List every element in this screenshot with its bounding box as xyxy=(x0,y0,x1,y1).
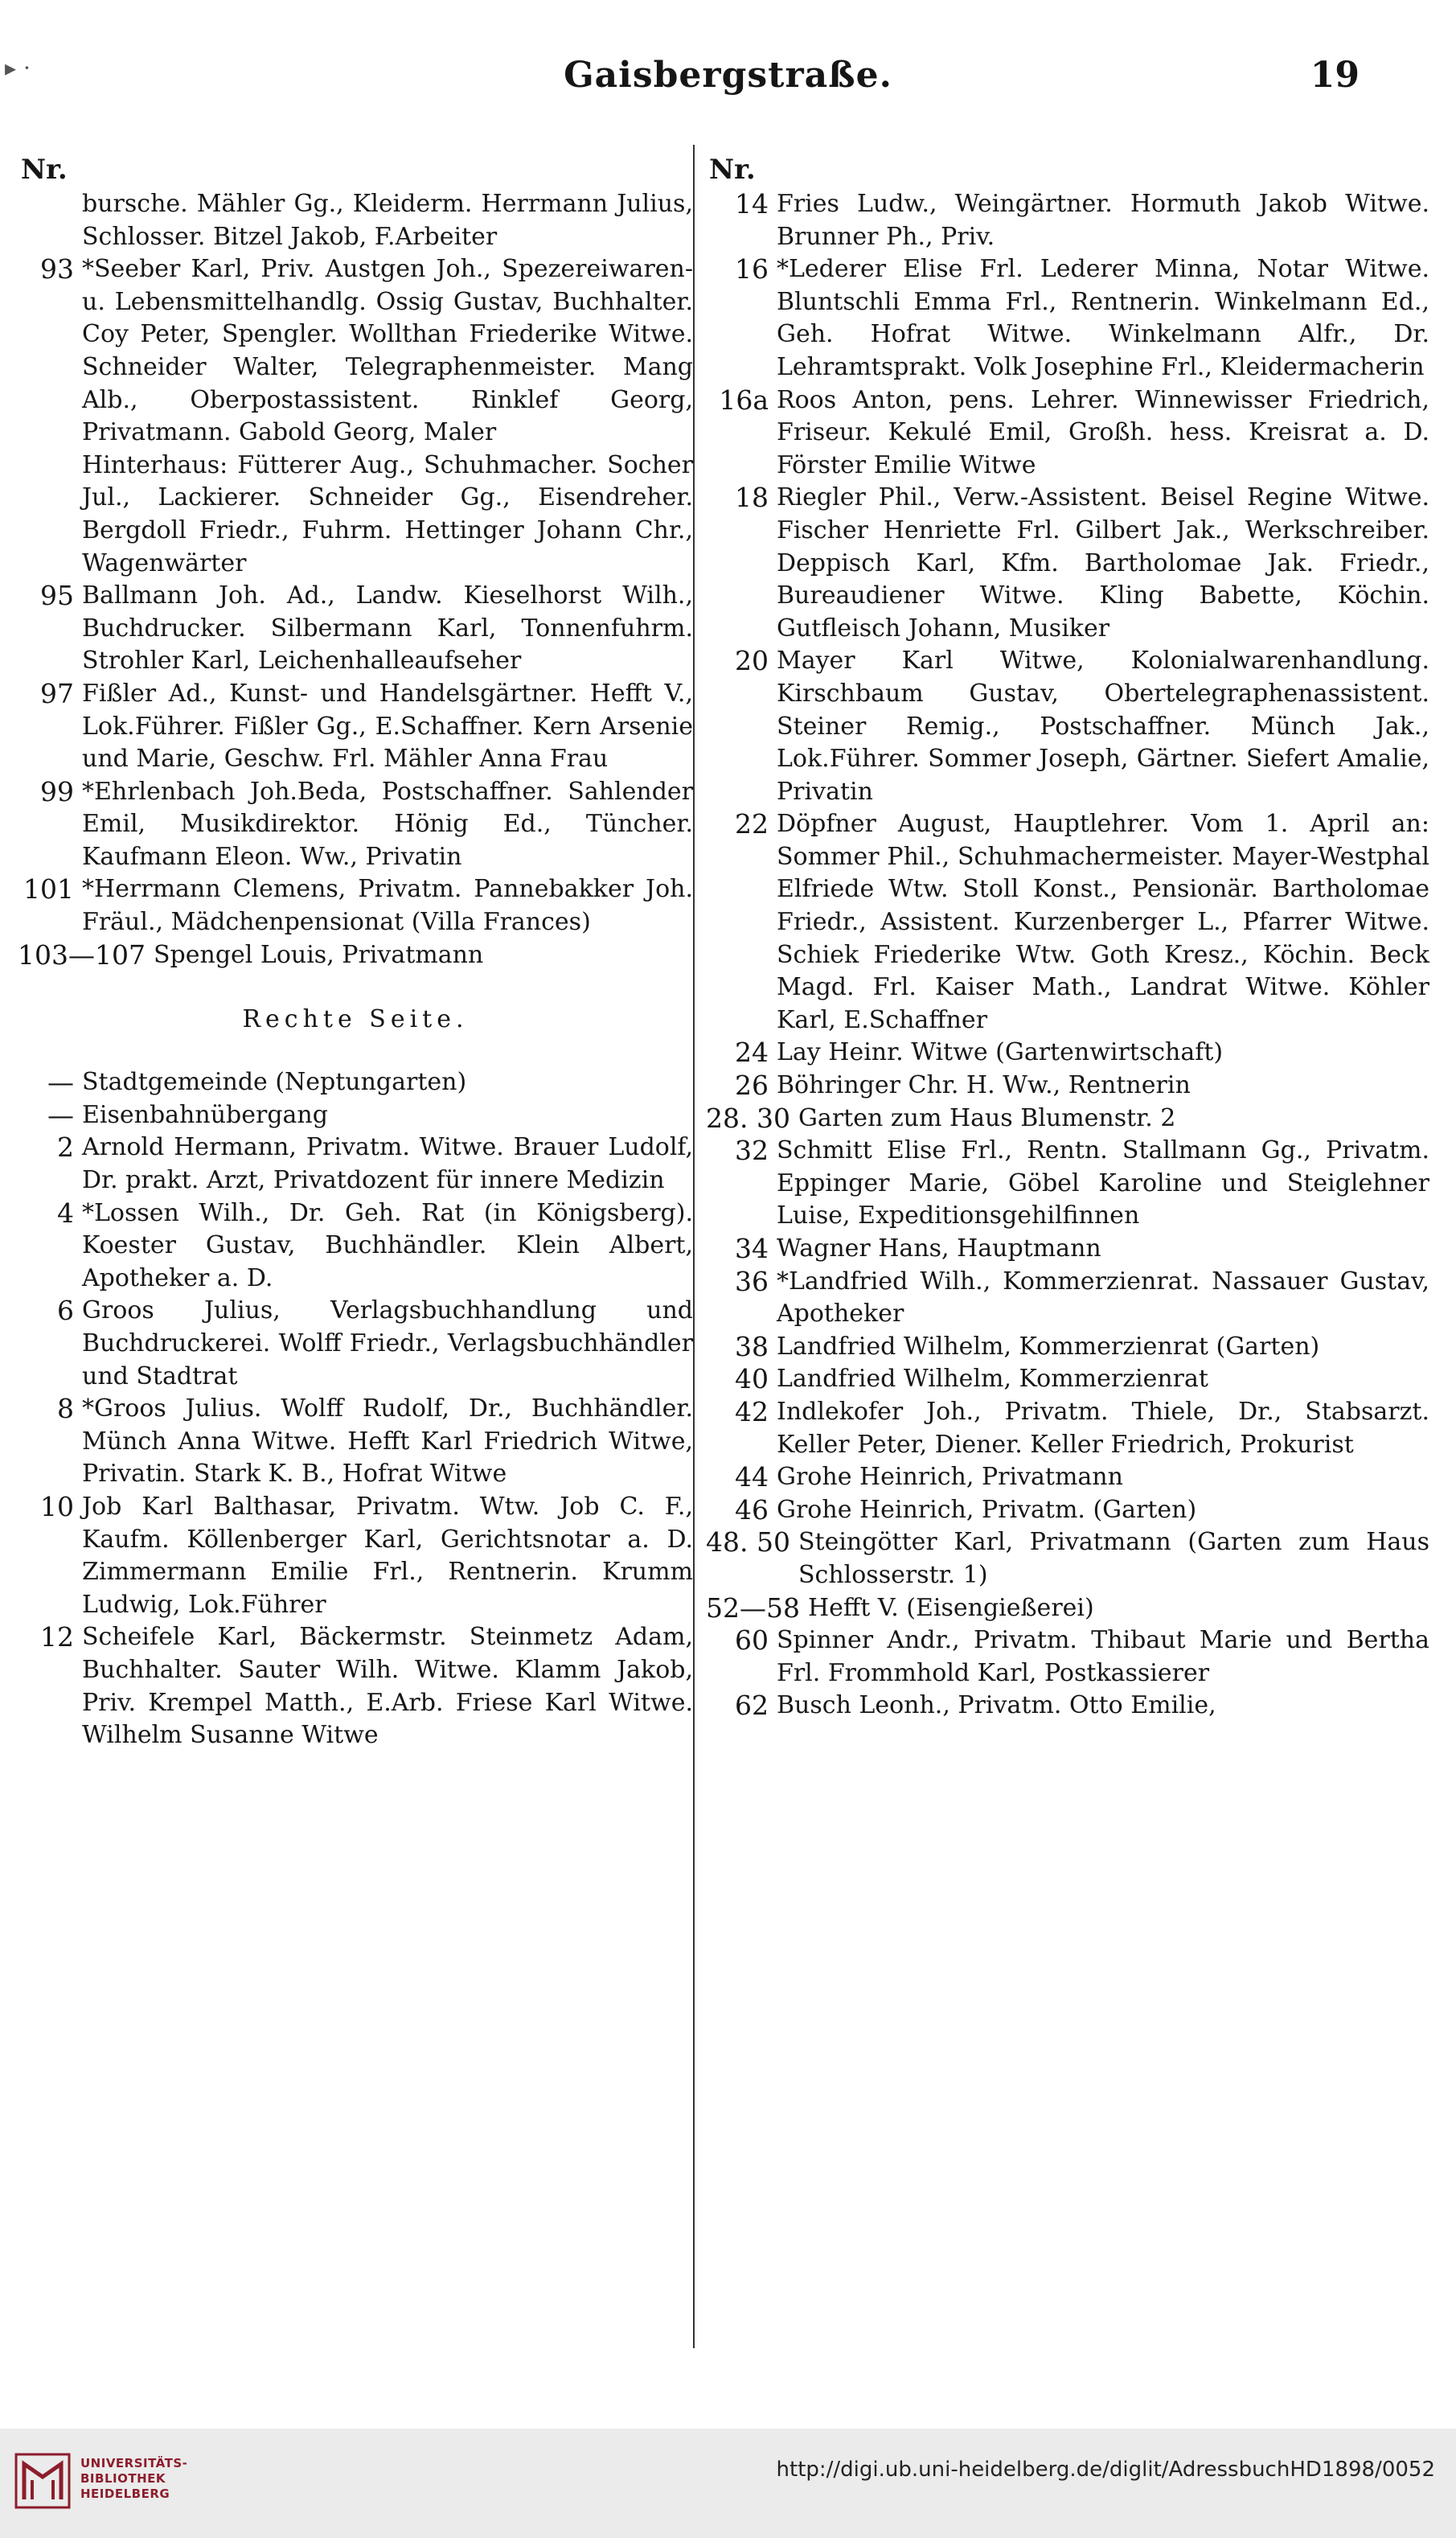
address-entry xyxy=(706,1266,1429,1331)
house-number: 103—107 xyxy=(18,938,146,971)
resident-listing: Busch Leonh., Privatm. Otto Emilie, xyxy=(777,1691,1216,1720)
resident-listing: Landfried Wilhelm, Kommerzienrat xyxy=(777,1365,1208,1394)
address-entry xyxy=(706,1233,1429,1266)
house-number: 95 xyxy=(40,580,74,612)
house-number: 93 xyxy=(40,253,74,285)
address-entry xyxy=(18,939,693,972)
house-number: 28. 30 xyxy=(706,1102,790,1134)
right-entries xyxy=(706,188,1429,1723)
address-entry xyxy=(18,1621,693,1752)
left-entries-top xyxy=(18,188,693,971)
resident-listing: Döpfner August, Hauptlehrer. Vom 1. April an: Sommer Phil., Schuhmachermeister. Mayer-Westphal Elfriede Wtw. Stoll Konst., Pensionär. Bartholomae Friedr., Assistent. Kurzenberger L., Pfarrer Witwe. Schiek Friederike Wtw. Goth Kresz., Köchin. Beck Magd. Frl. Kaiser Math., Landrat Witwe. Köhler Karl, E.Schaffner xyxy=(777,810,1429,1034)
page-header xyxy=(0,55,1456,103)
resident-listing: Job Karl Balthasar, Privatm. Wtw. Job C. F., Kaufm. Köllenberger Karl, Gerichtsnotar a. D. Zimmermann Emilie Frl., Rentnerin. Krumm Ludwig, Lok.Führer xyxy=(82,1492,693,1619)
house-number: 40 xyxy=(735,1363,769,1395)
resident-listing: Ballmann Joh. Ad., Landw. Kieselhorst Wilh., Buchdrucker. Silbermann Karl, Tonnenfuhrm. Strohler Karl, Leichenhalleaufseher xyxy=(82,581,693,676)
house-number: 6 xyxy=(57,1295,74,1327)
house-number: 36 xyxy=(735,1265,769,1297)
resident-listing: Hefft V. (Eisengießerei) xyxy=(807,1593,1094,1622)
address-entry xyxy=(18,450,693,580)
house-number: 42 xyxy=(735,1395,769,1427)
address-entry xyxy=(18,1393,693,1491)
resident-listing: Mayer Karl Witwe, Kolonialwarenhandlung. Kirschbaum Gustav, Obertelegraphenassistent. Steiner Remig., Postschaffner. Münch Jak., Lok.Führer. Sommer Joseph, Gärtner. Siefert Amalie, Privatin xyxy=(777,647,1429,806)
address-entry xyxy=(706,1624,1429,1690)
house-number: 48. 50 xyxy=(706,1526,790,1559)
resident-listing: *Landfried Wilh., Kommerzienrat. Nassauer Gustav, Apotheker xyxy=(777,1267,1429,1329)
house-number: 24 xyxy=(735,1037,769,1069)
resident-listing: bursche. Mähler Gg., Kleiderm. Herrmann Julius, Schlosser. Bitzel Jakob, F.Arbeiter xyxy=(82,190,693,251)
address-entry xyxy=(18,1295,693,1393)
house-number: 97 xyxy=(40,677,74,709)
address-entry xyxy=(706,645,1429,808)
house-number: 10 xyxy=(40,1490,74,1522)
address-entry xyxy=(706,1103,1429,1136)
library-name xyxy=(80,2456,187,2502)
house-number: 60 xyxy=(735,1624,769,1657)
resident-listing: Hinterhaus: Fütterer Aug., Schuhmacher. Socher Jul., Lackierer. Schneider Gg., Eisendreher. Bergdoll Friedr., Fuhrm. Hettinger Johann Chr., Wagenwärter xyxy=(82,450,693,577)
resident-listing: Eisenbahnübergang xyxy=(82,1100,328,1129)
resident-listing: Landfried Wilhelm, Kommerzienrat (Garten) xyxy=(777,1332,1320,1361)
house-number: 101 xyxy=(23,873,74,906)
house-number: 2 xyxy=(57,1131,74,1164)
library-logo-icon xyxy=(14,2453,71,2509)
resident-listing: Stadtgemeinde (Neptungarten) xyxy=(82,1068,467,1097)
nr-label: Nr. xyxy=(21,154,68,186)
resident-listing: Fries Ludw., Weingärtner. Hormuth Jakob Witwe. Brunner Ph., Priv. xyxy=(777,190,1429,251)
address-entry xyxy=(18,1131,693,1197)
address-entry xyxy=(18,776,693,874)
resident-listing: Arnold Hermann, Privatm. Witwe. Brauer Ludolf, Dr. prakt. Arzt, Privatdozent für innere Medizin xyxy=(82,1133,693,1195)
source-url-link[interactable]: http://digi.ub.uni-heidelberg.de/diglit/AdressbuchHD1898/0052 xyxy=(776,2458,1435,2482)
address-entry xyxy=(706,1690,1429,1723)
address-entry xyxy=(706,384,1429,483)
house-number: — xyxy=(47,1066,74,1099)
house-number: 34 xyxy=(735,1233,769,1264)
house-number: 46 xyxy=(735,1493,769,1526)
street-title: Gaisbergstraße. xyxy=(564,55,892,96)
corner-mark: ▸ · xyxy=(5,55,31,81)
resident-listing: *Lederer Elise Frl. Lederer Minna, Notar Witwe. Bluntschli Emma Frl., Rentnerin. Winkelmann Ed., Geh. Hofrat Witwe. Winkelmann Alfr., Dr. Lehramtsprakt. Volk Josephine Frl., Kleidermacherin xyxy=(777,255,1429,381)
address-entry xyxy=(706,1396,1429,1461)
resident-listing: Böhringer Chr. H. Ww., Rentnerin xyxy=(777,1071,1191,1100)
resident-listing: *Groos Julius. Wolff Rudolf, Dr., Buchhändler. Münch Anna Witwe. Hefft Karl Friedrich Witwe, Privatin. Stark K. B., Hofrat Witwe xyxy=(82,1394,693,1489)
address-entry xyxy=(706,1070,1429,1103)
address-entry xyxy=(18,188,693,253)
resident-listing: Grohe Heinrich, Privatmann xyxy=(777,1463,1123,1492)
left-column xyxy=(18,153,693,1752)
section-title: Rechte Seite. xyxy=(242,1005,469,1034)
resident-listing: *Seeber Karl, Priv. Austgen Joh., Spezereiwaren- u. Lebensmittelhandlg. Ossig Gustav, Buchhalter. Coy Peter, Spengler. Wollthan Friederike Witwe. Schneider Walter, Telegraphenmeister. Mang Alb., Oberpostassistent. Rinklef Georg, Privatmann. Gabold Georg, Maler xyxy=(82,255,693,447)
resident-listing: Spengel Louis, Privatmann xyxy=(153,940,484,969)
resident-listing: *Ehrlenbach Joh.Beda, Postschaffner. Sahlender Emil, Musikdirektor. Hönig Ed., Tüncher. Kaufmann Eleon. Ww., Privatin xyxy=(82,777,693,871)
right-column xyxy=(706,153,1429,1723)
address-entry xyxy=(18,873,693,938)
address-entry xyxy=(18,1099,693,1132)
house-number: 8 xyxy=(57,1393,74,1425)
house-number: — xyxy=(47,1099,74,1131)
house-number: 38 xyxy=(735,1330,769,1362)
resident-listing: Fißler Ad., Kunst- und Handelsgärtner. Hefft V., Lok.Führer. Fißler Gg., E.Schaffner. Kern Arsenie und Marie, Geschw. Frl. Mähler Anna Frau xyxy=(82,679,693,774)
resident-listing: *Herrmann Clemens, Privatm. Pannebakker Joh. Fräul., Mädchenpensionat (Villa Frances) xyxy=(82,875,693,937)
left-entries-bottom xyxy=(18,1066,693,1752)
house-number: 12 xyxy=(40,1621,74,1653)
address-entry xyxy=(706,253,1429,384)
resident-listing: Garten zum Haus Blumenstr. 2 xyxy=(798,1103,1176,1132)
house-number: 16 xyxy=(735,253,769,285)
address-entry xyxy=(706,482,1429,645)
nr-label: Nr. xyxy=(709,154,756,186)
resident-listing: Indlekofer Joh., Privatm. Thiele, Dr., Stabsarzt. Keller Peter, Diener. Keller Friedrich, Prokurist xyxy=(777,1397,1429,1459)
resident-listing: Schmitt Elise Frl., Rentn. Stallmann Gg., Privatm. Eppinger Marie, Göbel Karoline und Steiglehner Luise, Expeditionsgehilfinnen xyxy=(777,1136,1429,1230)
library-name-line: HEIDELBERG xyxy=(80,2487,170,2501)
address-entry xyxy=(706,1363,1429,1396)
address-entry xyxy=(18,253,693,450)
house-number: 62 xyxy=(735,1690,769,1722)
library-name-line: BIBLIOTHEK xyxy=(80,2471,166,2486)
address-entry xyxy=(706,1037,1429,1070)
address-entry xyxy=(18,1066,693,1099)
address-entry xyxy=(706,1494,1429,1527)
address-entry xyxy=(18,1197,693,1296)
resident-listing: Wagner Hans, Hauptmann xyxy=(777,1234,1101,1263)
address-entry xyxy=(706,1592,1429,1625)
house-number: 20 xyxy=(735,645,769,677)
resident-listing: Steingötter Karl, Privatmann (Garten zum Haus Schlosserstr. 1) xyxy=(798,1528,1429,1589)
address-entry xyxy=(706,808,1429,1037)
page-number: 19 xyxy=(1310,55,1360,96)
address-entry xyxy=(706,1526,1429,1591)
resident-listing: Scheifele Karl, Bäckermstr. Steinmetz Adam, Buchhalter. Sauter Wilh. Witwe. Klamm Jakob, Priv. Krempel Matth., E.Arb. Friese Karl Witwe. Wilhelm Susanne Witwe xyxy=(82,1623,693,1750)
viewer-footer xyxy=(0,2429,1456,2538)
address-entry xyxy=(18,1491,693,1621)
house-number: 26 xyxy=(735,1070,769,1102)
house-number: 18 xyxy=(735,482,769,514)
address-entry xyxy=(18,678,693,776)
resident-listing: Roos Anton, pens. Lehrer. Winnewisser Friedrich, Friseur. Kekulé Emil, Großh. hess. Kreisrat a. D. Förster Emilie Witwe xyxy=(777,385,1429,479)
resident-listing: Lay Heinr. Witwe (Gartenwirtschaft) xyxy=(777,1038,1224,1067)
address-entry xyxy=(18,580,693,678)
house-number: 22 xyxy=(735,808,769,840)
resident-listing: Riegler Phil., Verw.-Assistent. Beisel Regine Witwe. Fischer Henriette Frl. Gilbert Jak., Werkschreiber. Deppisch Karl, Kfm. Bartholomae Jak. Friedr., Bureaudiener Witwe. Kling Babette, Köchin. Gutfleisch Johann, Musiker xyxy=(777,483,1429,643)
resident-listing: Groos Julius, Verlagsbuchhandlung und Buchdruckerei. Wolff Friedr., Verlagsbuchhändler und Stadtrat xyxy=(82,1296,693,1390)
library-name-line: UNIVERSITÄTS- xyxy=(80,2456,188,2470)
address-entry xyxy=(706,1135,1429,1233)
house-number: 14 xyxy=(735,188,769,220)
address-entry xyxy=(706,1331,1429,1364)
house-number: 4 xyxy=(57,1197,74,1229)
resident-listing: Grohe Heinrich, Privatm. (Garten) xyxy=(777,1495,1197,1524)
house-number: 52—58 xyxy=(706,1591,800,1624)
house-number: 32 xyxy=(735,1135,769,1167)
address-entry xyxy=(706,188,1429,253)
resident-listing: Spinner Andr., Privatm. Thibaut Marie und Bertha Frl. Frommhold Karl, Postkassierer xyxy=(777,1626,1429,1687)
resident-listing: *Lossen Wilh., Dr. Geh. Rat (in Königsberg). Koester Gustav, Buchhändler. Klein Albert, Apotheker a. D. xyxy=(82,1198,693,1292)
house-number: 99 xyxy=(40,775,74,807)
house-number: 16a xyxy=(719,384,769,416)
column-divider xyxy=(693,145,695,2348)
address-entry xyxy=(706,1461,1429,1494)
house-number: 44 xyxy=(735,1461,769,1493)
